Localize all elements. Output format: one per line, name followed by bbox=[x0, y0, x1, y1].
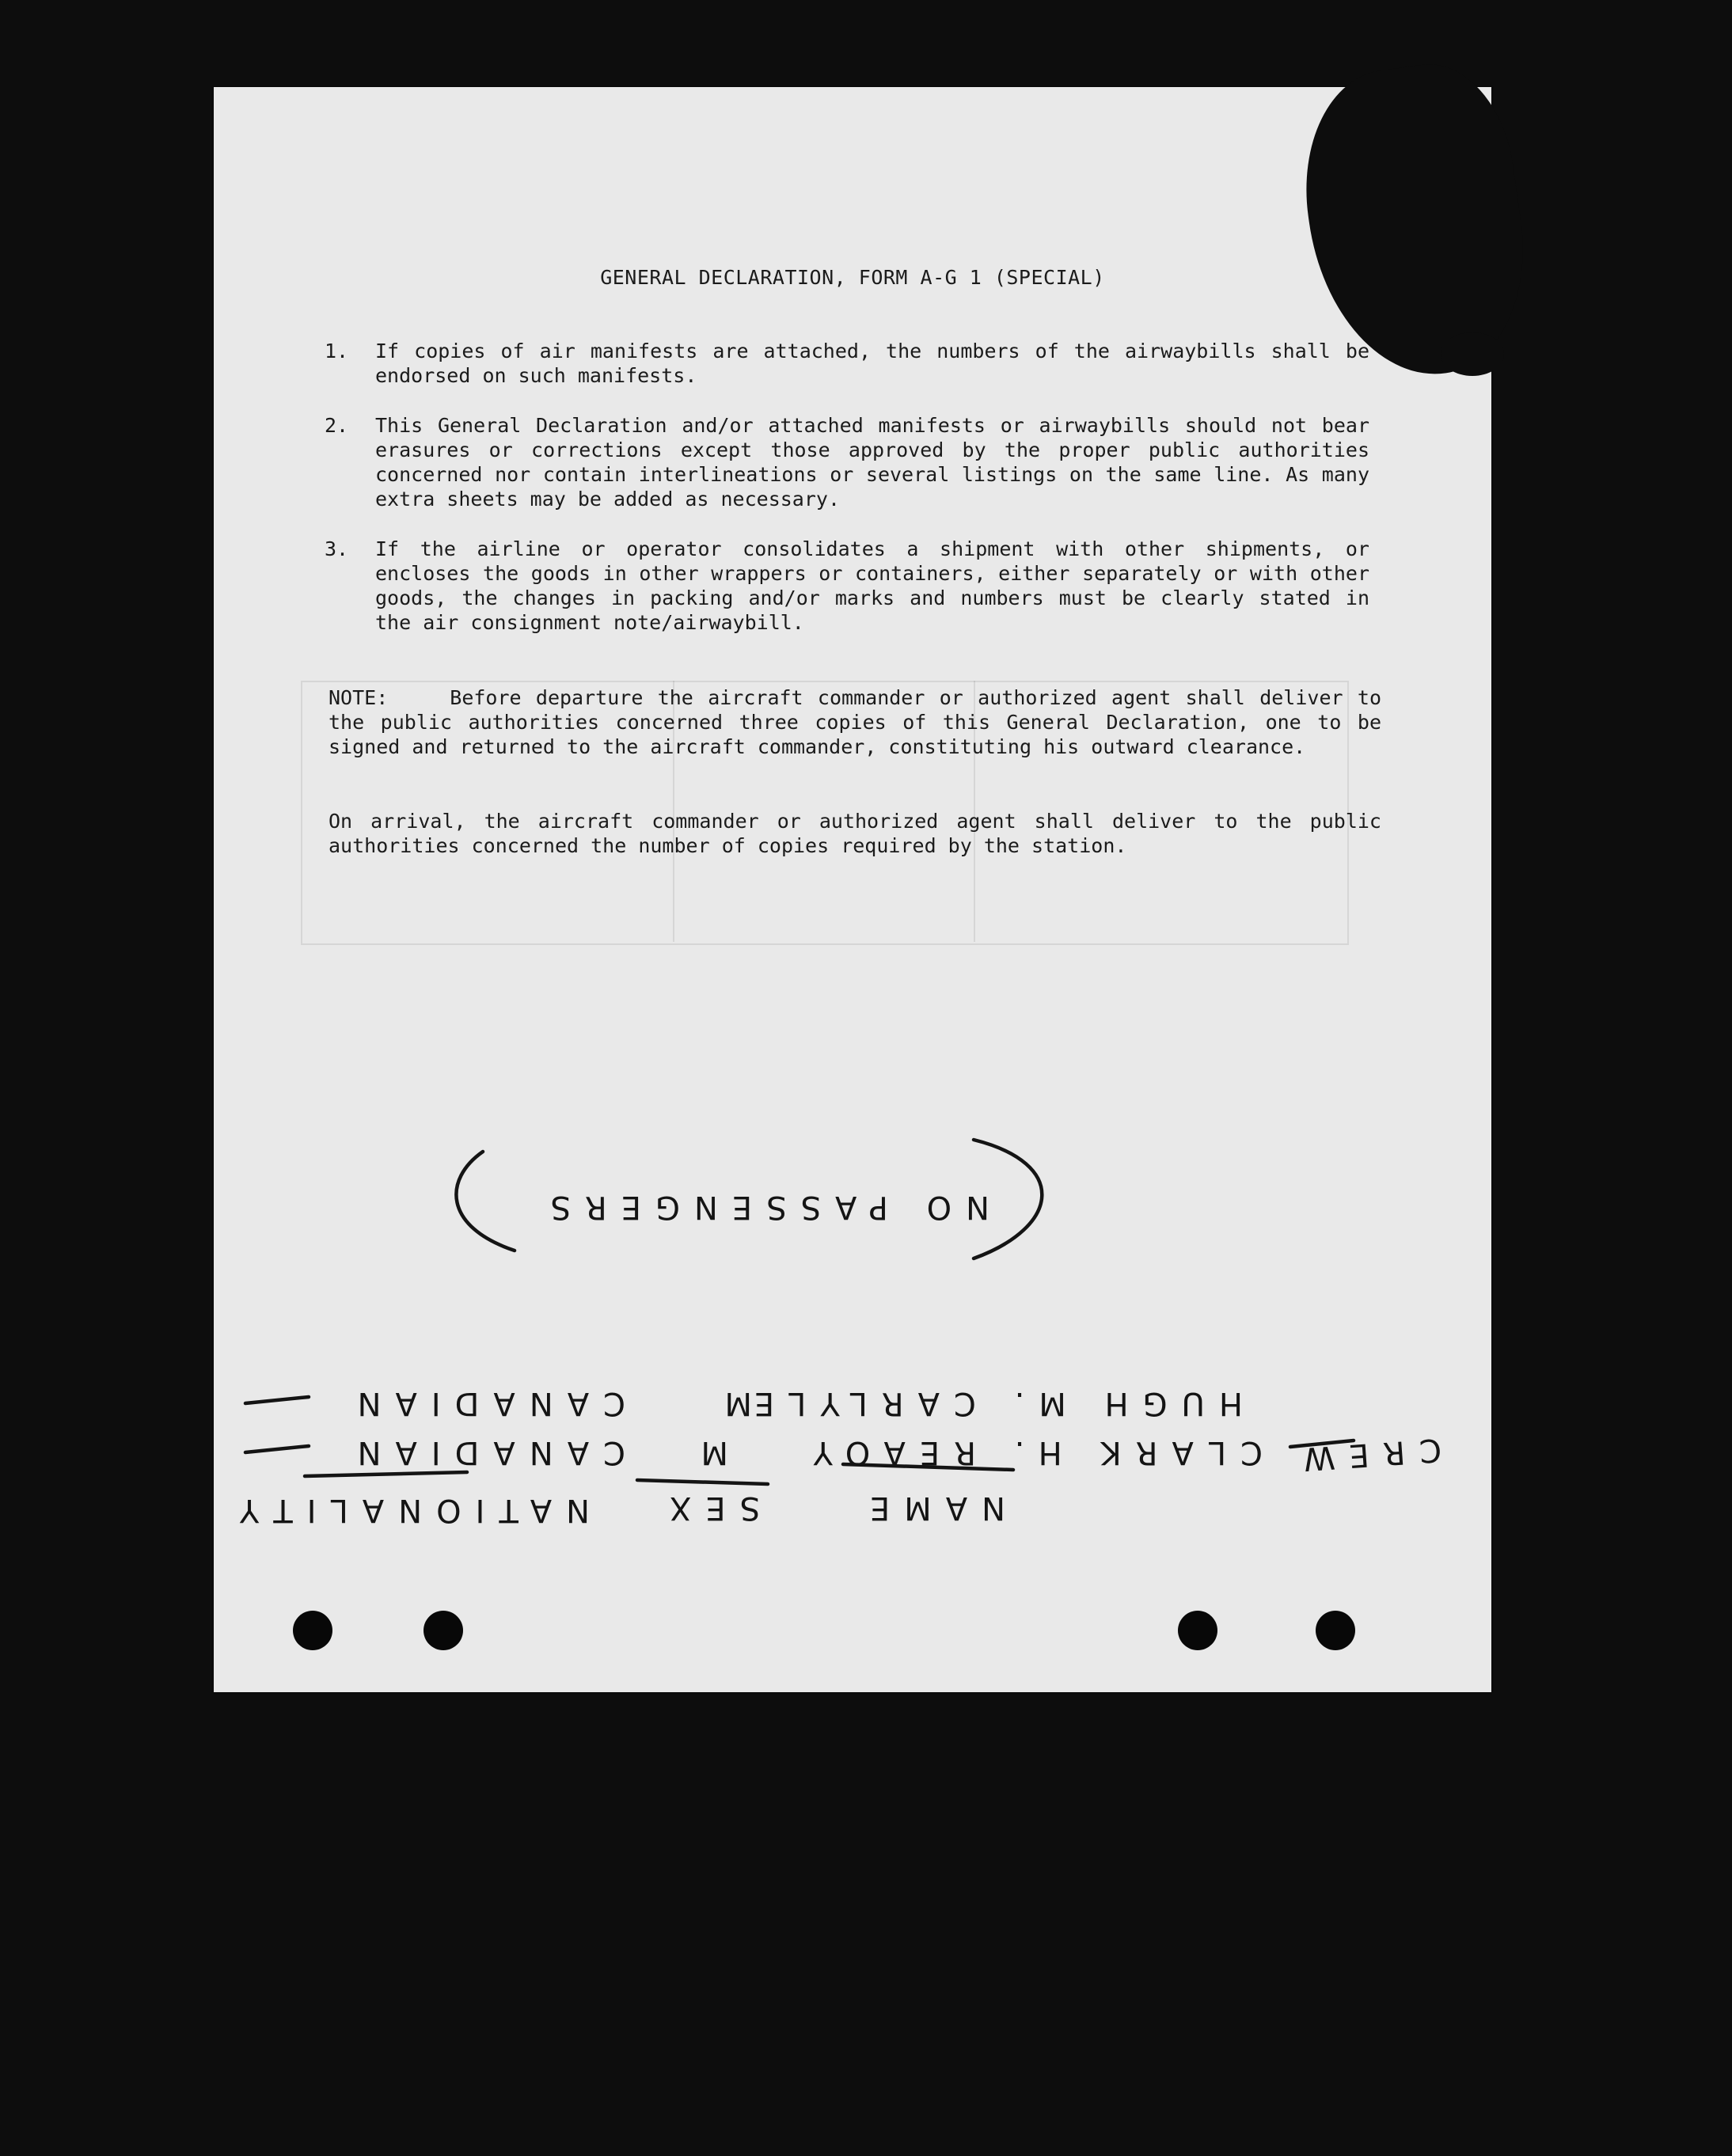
punch-hole bbox=[1178, 1611, 1217, 1650]
crew-label: CREW bbox=[1288, 1431, 1443, 1478]
arrival-note: On arrival, the aircraft commander or authorized agent shall deliver to the public authorities concerned the number of copies required by the station. bbox=[329, 810, 1381, 857]
crew-nationality: CANADIAN bbox=[343, 1434, 625, 1471]
underline-mark bbox=[245, 1397, 309, 1403]
item-number: 2. bbox=[325, 414, 349, 437]
no-passengers-text: NO PASSENGERS bbox=[536, 1189, 989, 1225]
underline-mark bbox=[305, 1472, 467, 1476]
crew-sex: M bbox=[686, 1434, 728, 1471]
header-sex: SEX bbox=[655, 1490, 760, 1526]
punch-hole bbox=[293, 1611, 332, 1650]
crew-nationality: CANADIAN bbox=[343, 1385, 625, 1422]
header-name: NAME bbox=[855, 1490, 1005, 1526]
crew-sex: M bbox=[710, 1385, 752, 1422]
torn-corner-edge bbox=[1441, 332, 1504, 376]
handwriting-layer bbox=[214, 87, 1491, 1692]
crew-name: HUGH M. CARLYLE bbox=[739, 1385, 1243, 1422]
bracket-left bbox=[456, 1152, 515, 1251]
item-text: If copies of air manifests are attached, the numbers of the airwaybills shall be endorsed on such manifests. bbox=[375, 340, 1369, 387]
item-text: This General Declaration and/or attached manifests or airwaybills should not bear erasures or corrections except those approved by the proper public authorities concerned nor contain interlineations or several listings on the same line. As many extra sheets may be added as necessary. bbox=[375, 414, 1369, 511]
item-number: 1. bbox=[325, 340, 349, 362]
item-number: 3. bbox=[325, 537, 349, 560]
item-text: If the airline or operator consolidates a shipment with other shipments, or encloses the goods in other wrappers or containers, either separately or with other goods, the changes in packing and/or marks and numbers must be clearly stated in the air consignment note/airwaybill. bbox=[375, 537, 1369, 634]
underline-mark bbox=[245, 1446, 309, 1452]
note-text: Before departure the aircraft commander or authorized agent shall deliver to the public authorities concerned three copies of this General Declaration, one to be signed and returned to the aircraft commander, constituting his outward clearance. bbox=[329, 686, 1381, 758]
note-label: NOTE: bbox=[329, 686, 389, 709]
underline-mark bbox=[637, 1480, 768, 1484]
declaration-page bbox=[214, 87, 1491, 1692]
crew-name: CLARK H. REAOY bbox=[799, 1434, 1263, 1471]
punch-hole bbox=[1316, 1611, 1355, 1650]
punch-hole bbox=[424, 1611, 463, 1650]
header-nationality: NATIONALITY bbox=[225, 1492, 590, 1528]
form-title: GENERAL DECLARATION, FORM A-G 1 (SPECIAL) bbox=[600, 266, 1105, 289]
